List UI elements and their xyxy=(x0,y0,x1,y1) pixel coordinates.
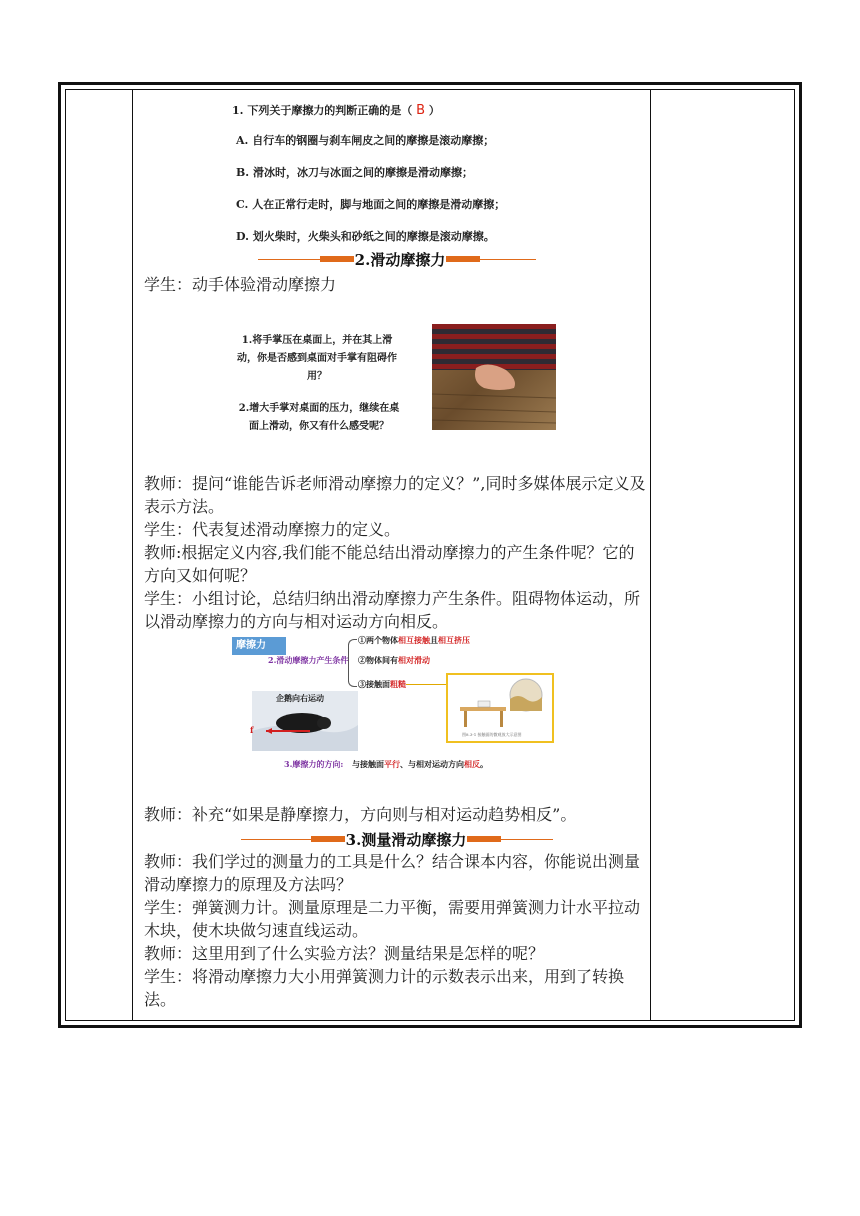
paragraph-teacher-method: 教师：这里用到了什么实验方法？测量结果是怎样的呢？ xyxy=(144,944,545,963)
paragraph-teacher-question: 教师：提问“谁能告诉老师滑动摩擦力的定义？”,同时多媒体展示定义及表示方法。 xyxy=(144,474,646,516)
friction-tag: 摩擦力 xyxy=(232,637,286,655)
heading-rule-left xyxy=(241,839,311,840)
quiz-figure xyxy=(232,102,650,244)
condition-3: ③接触面粗糙 xyxy=(358,679,406,689)
column-divider-right xyxy=(650,90,651,1020)
heading-rule-right xyxy=(480,259,536,260)
penguin-caption: 企鹅向右运动 xyxy=(276,693,324,703)
friction-conditions-diagram xyxy=(144,633,650,799)
quiz-option-b: B. 滑冰时，冰刀与冰面之间的摩擦是滑动摩擦； xyxy=(236,166,473,179)
heading-rule-left xyxy=(258,259,320,260)
content-cell xyxy=(144,92,650,1011)
quiz-question-text: 1. 下列关于摩擦力的判断正确的是（ xyxy=(232,104,413,117)
paragraph-teacher-measure: 教师：我们学过的测量力的工具是什么？结合课本内容，你能说出测量滑动摩擦力的原理及方法吗？ xyxy=(144,852,641,894)
heading-bar-right xyxy=(467,836,501,842)
paragraph-static-friction-note: 教师：补充“如果是静摩擦力，方向则与相对运动趋势相反”。 xyxy=(144,805,577,824)
quiz-option-d: D. 划火柴时，火柴头和砂纸之间的摩擦是滚动摩擦。 xyxy=(236,230,495,243)
condition-label: 2.滑动摩擦力产生条件 xyxy=(268,655,349,665)
hand-experiment-figure xyxy=(144,296,650,472)
paragraph-student-spring-scale: 学生：弹簧测力计。测量原理是二力平衡，需要用弹簧测力计水平拉动木块，使木块做匀速直线运动。 xyxy=(144,898,641,940)
condition-2: ②物体间有相对滑动 xyxy=(358,655,430,665)
heading-bar-right xyxy=(446,256,480,262)
direction-label: 3.摩擦力的方向: xyxy=(284,759,344,769)
surface-inset xyxy=(446,673,554,743)
table-magnify-icon xyxy=(448,677,552,731)
paragraph-student-answer: 学生：代表复述滑动摩擦力的定义。 xyxy=(144,520,401,539)
section3-heading xyxy=(144,828,650,850)
figure-instruction-1: 1.将手掌压在桌面上，并在其上滑动，你是否感到桌面对手掌有阻碍作用？ xyxy=(237,335,397,382)
section3-title: 3.测量滑动摩擦力 xyxy=(345,830,467,849)
quiz-question xyxy=(232,102,650,118)
section2-title: 2.滑动摩擦力 xyxy=(354,250,446,269)
hand-on-table-photo xyxy=(432,324,556,430)
table-inner-frame xyxy=(65,89,795,1021)
paragraph-student-discussion: 学生：小组讨论，总结归纳出滑动摩擦力产生条件。阻碍物体运动，所以滑动摩擦力的方向与相对运动方向相反。 xyxy=(144,589,641,631)
quiz-question-suffix: ） xyxy=(428,104,440,117)
paragraph-teacher-conditions: 教师:根据定义内容,我们能不能总结出滑动摩擦力的产生条件呢？它的方向又如何呢？ xyxy=(144,543,635,585)
figure-instruction-2: 2.增大手掌对桌面的压力，继续在桌面上滑动，你又有什么感受呢？ xyxy=(238,403,400,432)
connector-line xyxy=(406,684,446,685)
section2-heading xyxy=(144,248,650,270)
column-divider-left xyxy=(132,90,133,1020)
section2-intro: 学生：动手体验滑动摩擦力 xyxy=(144,275,337,294)
quiz-option-c: C. 人在正常行走时，脚与地面之间的摩擦是滑动摩擦； xyxy=(236,198,506,211)
lesson-table xyxy=(58,82,802,1028)
direction-rule: 与接触面平行、与相对运动方向相反。 xyxy=(352,759,488,769)
condition-1: ①两个物体相互接触且相互挤压 xyxy=(358,635,470,645)
heading-rule-right xyxy=(501,839,553,840)
inset-caption: 图8.3-1 接触面的微观放大示意图 xyxy=(462,732,522,737)
paragraph-student-conversion: 学生：将滑动摩擦力大小用弹簧测力计的示数表示出来，用到了转换法。 xyxy=(144,967,625,1009)
heading-bar-left xyxy=(320,256,354,262)
condition-brace xyxy=(348,639,357,687)
force-label: f xyxy=(250,725,254,735)
quiz-option-a: A. 自行车的钢圈与刹车闸皮之间的摩擦是滚动摩擦； xyxy=(236,134,495,147)
quiz-answer: B xyxy=(416,103,426,118)
heading-bar-left xyxy=(311,836,345,842)
